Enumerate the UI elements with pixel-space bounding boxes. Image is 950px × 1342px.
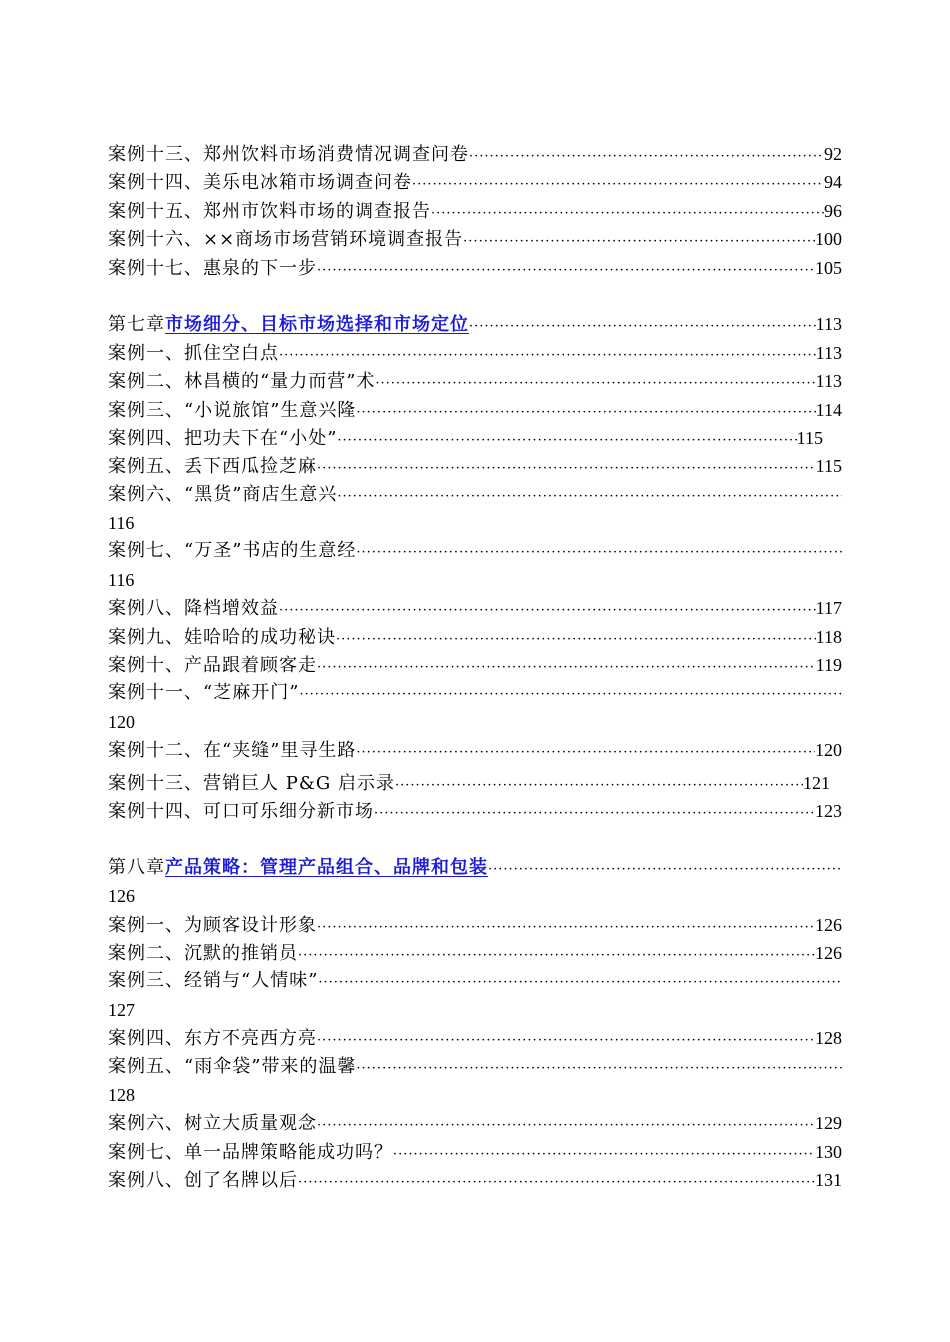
toc-entry[interactable] <box>108 1138 842 1166</box>
toc-entry-title: 案例六、树立大质量观念 <box>108 1113 317 1135</box>
toc-entry[interactable] <box>108 797 842 825</box>
toc-page <box>108 140 842 1194</box>
toc-entry-page: 94 <box>824 172 842 193</box>
toc-entry-page-wrapped: 120 <box>108 711 135 732</box>
toc-entry-title: 案例十七、惠泉的下一步 <box>108 257 317 279</box>
toc-entry-page: 131 <box>815 1170 842 1191</box>
toc-entry-page: 129 <box>815 1113 842 1134</box>
chapter-heading <box>108 854 842 882</box>
chapter-title-link[interactable]: 产品策略：管理产品组合、品牌和包装 <box>165 856 488 878</box>
chapter-page: 113 <box>815 314 842 335</box>
toc-entry-page-wrapped: 116 <box>108 569 135 590</box>
toc-entry-page: 113 <box>815 371 842 392</box>
toc-entry-title: 案例七、单一品牌策略能成功吗？ <box>108 1141 393 1163</box>
toc-entry[interactable] <box>108 396 842 424</box>
toc-entry[interactable] <box>108 424 823 452</box>
dot-leader <box>356 539 842 565</box>
dot-leader <box>279 597 816 622</box>
toc-entry[interactable] <box>108 1166 842 1194</box>
toc-entry[interactable] <box>108 623 842 651</box>
toc-entry-title: 案例八、创了名牌以后 <box>108 1170 298 1192</box>
dot-leader <box>317 914 815 939</box>
dot-leader <box>356 399 815 424</box>
toc-entry-title: 案例十二、在“夹缝”里寻生路 <box>108 740 357 762</box>
toc-entry-wrapped[interactable] <box>108 967 842 995</box>
toc-entry-wrapped[interactable] <box>108 481 842 509</box>
toc-entry-page: 105 <box>815 257 842 278</box>
dot-leader <box>317 1027 815 1052</box>
toc-entry-page: 115 <box>796 427 823 448</box>
toc-entry[interactable] <box>108 339 842 367</box>
toc-entry-page: 128 <box>815 1028 842 1049</box>
toc-entry[interactable] <box>108 452 842 480</box>
toc-entry-page: 119 <box>815 655 842 676</box>
toc-entry-title: 案例四、东方不亮西方亮 <box>108 1028 317 1050</box>
dot-leader <box>336 626 816 651</box>
toc-entry-title: 案例十六、××商场市场营销环境调查报告 <box>108 229 464 251</box>
toc-entry-page: 100 <box>815 229 842 250</box>
toc-entry-title: 案例十三、营销巨人 P&G 启示录 <box>108 772 395 794</box>
dot-leader <box>393 1141 815 1166</box>
dot-leader <box>375 370 815 395</box>
dot-leader <box>317 654 816 679</box>
dot-leader <box>337 483 842 509</box>
toc-entry-page-wrapped: 128 <box>108 1084 135 1105</box>
chapter-heading-text <box>108 854 488 882</box>
toc-entry-title: 案例十四、可口可乐细分新市场 <box>108 800 374 822</box>
toc-entry[interactable] <box>108 197 842 225</box>
toc-entry-page-wrapped: 127 <box>108 999 135 1020</box>
chapter-heading-text <box>108 311 469 338</box>
dot-leader <box>299 681 842 707</box>
toc-entry-page: 120 <box>815 740 842 761</box>
toc-entry-wrapped[interactable] <box>108 1053 842 1081</box>
dot-leader <box>279 342 816 367</box>
toc-entry-title: 案例七、“万圣”书店的生意经 <box>108 540 357 562</box>
toc-entry-page: 121 <box>803 772 830 793</box>
toc-entry-title: 案例三、经销与“人情味” <box>108 970 319 992</box>
dot-leader <box>337 427 796 452</box>
toc-entry-page: 130 <box>815 1141 842 1162</box>
toc-chapter-8 <box>108 854 842 1195</box>
toc-entry[interactable] <box>108 939 842 967</box>
toc-entry-page: 114 <box>815 399 842 420</box>
toc-entry-title: 案例五、丢下西瓜捡芝麻 <box>108 456 317 478</box>
toc-entry-title: 案例一、为顾客设计形象 <box>108 914 317 936</box>
toc-group-prev-chapter <box>108 140 842 282</box>
toc-entry[interactable] <box>108 911 842 939</box>
chapter-number: 第七章 <box>108 314 165 336</box>
toc-entry-title: 案例十五、郑州市饮料市场的调查报告 <box>108 200 431 222</box>
dot-leader <box>395 772 803 797</box>
dot-leader <box>317 257 815 282</box>
toc-entry[interactable] <box>108 769 830 797</box>
chapter-title-link[interactable]: 市场细分、目标市场选择和市场定位 <box>165 314 469 336</box>
dot-leader <box>431 200 824 225</box>
toc-entry-page-wrapped: 116 <box>108 513 135 534</box>
section-gap <box>108 825 842 853</box>
toc-entry-page: 117 <box>815 598 842 619</box>
toc-entry-page: 115 <box>815 456 842 477</box>
toc-entry-title: 案例八、降档增效益 <box>108 598 279 620</box>
dot-leader <box>412 171 824 196</box>
toc-entry[interactable] <box>108 225 842 253</box>
chapter-page-wrapped: 126 <box>108 886 135 907</box>
dot-leader <box>317 1112 815 1137</box>
toc-entry-title: 案例三、“小说旅馆”生意兴隆 <box>108 399 357 421</box>
toc-entry-title: 案例四、把功夫下在“小处” <box>108 427 338 449</box>
toc-entry-title: 案例十三、郑州饮料市场消费情况调查问卷 <box>108 144 469 165</box>
toc-entry-title: 案例十、产品跟着顾客走 <box>108 655 317 677</box>
toc-entry-title: 案例六、“黑货”商店生意兴 <box>108 483 338 505</box>
toc-entry-page: 118 <box>815 626 842 647</box>
dot-leader <box>317 455 816 480</box>
section-gap <box>108 282 842 310</box>
chapter-number: 第八章 <box>108 856 165 878</box>
toc-entry[interactable] <box>108 140 842 168</box>
toc-entry-page: 126 <box>815 942 842 963</box>
toc-entry-title: 案例九、娃哈哈的成功秘诀 <box>108 626 336 648</box>
dot-leader <box>374 800 815 825</box>
dot-leader <box>469 313 816 338</box>
toc-entry[interactable] <box>108 1109 842 1137</box>
toc-entry[interactable] <box>108 254 842 282</box>
toc-entry[interactable] <box>108 168 842 196</box>
toc-entry[interactable] <box>108 1024 842 1052</box>
toc-entry-wrapped[interactable] <box>108 679 842 707</box>
toc-entry[interactable] <box>108 736 842 764</box>
dot-leader <box>318 969 842 995</box>
dot-leader <box>356 739 815 764</box>
dot-leader <box>298 942 815 967</box>
toc-entry-title: 案例二、林昌横的“量力而营”术 <box>108 371 376 393</box>
dot-leader <box>298 1169 815 1194</box>
dot-leader <box>488 856 842 882</box>
toc-entry[interactable] <box>108 594 842 622</box>
toc-entry[interactable] <box>108 367 842 395</box>
toc-entry-title: 案例一、抓住空白点 <box>108 342 279 364</box>
toc-entry-page: 113 <box>815 342 842 363</box>
toc-entry-page: 126 <box>815 914 842 935</box>
toc-entry-page: 123 <box>815 800 842 821</box>
chapter-heading <box>108 310 842 338</box>
toc-entry-title: 案例十四、美乐电冰箱市场调查问卷 <box>108 172 412 194</box>
toc-entry-wrapped[interactable] <box>108 537 842 565</box>
toc-entry-page: 96 <box>824 200 842 221</box>
dot-leader <box>356 1055 842 1081</box>
dot-leader <box>463 228 815 253</box>
toc-entry-title: 案例五、“雨伞袋”带来的温馨 <box>108 1055 357 1077</box>
toc-entry-page: 92 <box>824 144 842 164</box>
dot-leader <box>469 143 824 168</box>
toc-entry-title: 案例十一、“芝麻开门” <box>108 682 300 704</box>
toc-entry-title: 案例二、沉默的推销员 <box>108 942 298 964</box>
toc-chapter-7 <box>108 310 842 825</box>
toc-entry[interactable] <box>108 651 842 679</box>
